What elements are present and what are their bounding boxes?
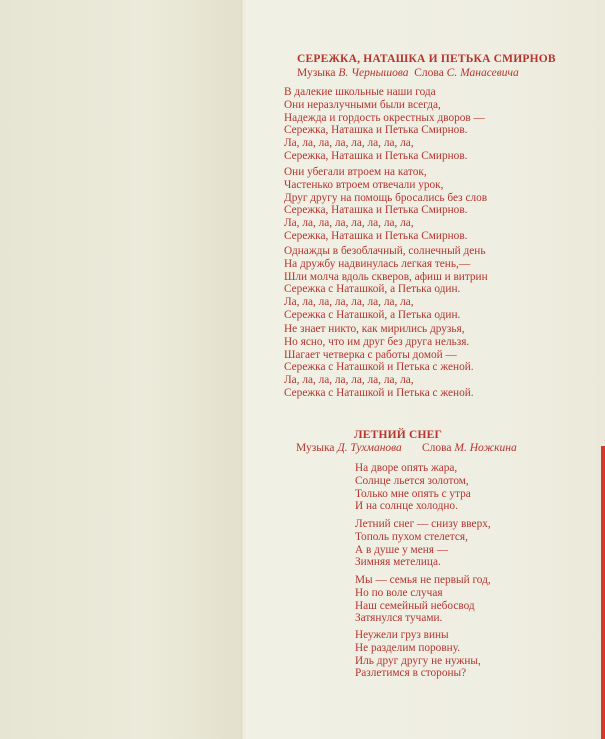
lyric-line: Шагает четверка с работы домой — [284,348,457,361]
song2-stanza-1 [355,462,471,513]
lyric-line: Они неразлучными были всегда, [284,98,441,111]
lyric-line: Не знает никто, как мирились друзья, [284,323,465,335]
lyric-line: Сережка, Наташка и Петька Смирнов. [284,124,468,137]
song2-music-label: Музыка [296,442,335,454]
lyric-line: Наш семейный небосвод [355,599,475,612]
lyric-line: Сережка с Наташкой и Петька с женой. [284,361,474,374]
song1-stanza-3 [284,245,488,322]
song2-title: ЛЕТНИЙ СНЕГ [354,429,443,441]
song2-words-author: М. Ножкина [454,442,517,454]
lyric-line: Сережка с Наташкой, а Петька один. [284,308,461,321]
song1-stanza-4 [284,323,474,400]
lyric-line: Затянулся тучами. [355,612,443,625]
song1-stanza-2 [284,166,487,243]
lyric-line: Но ясно, что им друг без друга нельзя. [284,335,470,348]
red-page-edge [601,446,605,739]
lyric-line: Солнце льется золотом, [355,474,469,487]
left-page [0,0,243,739]
lyric-line: Друг другу на помощь бросались без слов [284,191,488,204]
lyric-line: На дружбу надвинулась легкая тень,— [284,257,471,270]
lyric-line: Только мне опять с утра [355,487,471,500]
lyric-line: В далекие школьные наши года [284,86,436,98]
lyric-line: Ла, ла, ла, ла, ла, ла, ла, ла, [284,217,414,230]
song2-music-author: Д. Тухманова [337,442,402,454]
lyric-line: Сережка, Наташка и Петька Смирнов. [284,229,468,242]
lyric-line: Но по воле случая [355,586,443,599]
lyric-line: На дворе опять жара, [355,462,458,474]
song2-stanza-3 [355,574,491,625]
lyric-line: А в душе у меня — [355,543,449,556]
song1-words-author: С. Манасевича [446,67,519,79]
song1-credits [297,67,519,79]
song2-words-label: Слова [421,442,452,454]
song2-stanza-2 [355,518,491,569]
lyric-line: Надежда и гордость окрестных дворов — [284,111,485,124]
lyric-line: Сережка, Наташка и Петька Смирнов. [284,149,468,162]
lyric-line: Неужели груз вины [355,629,449,641]
lyric-line: Тополь пухом стелется, [355,530,468,543]
song2-credits [296,442,517,454]
lyric-line: Сережка, Наташка и Петька Смирнов. [284,204,468,217]
lyric-line: Мы — семья не первый год, [355,574,491,586]
song1-music-label: Музыка [297,67,336,79]
lyric-line: Ла, ла, ла, ла, ла, ла, ла, ла, [284,296,414,309]
lyric-line: Они убегали втроем на каток, [284,166,427,178]
song1-title: СЕРЕЖКА, НАТАШКА И ПЕТЬКА СМИРНОВ [297,53,556,65]
lyric-line: Частенько втроем отвечали урок, [284,178,444,191]
song1-words-label: Слова [414,67,444,79]
lyric-line: Сережка с Наташкой, а Петька один. [284,283,461,296]
lyric-line: Шли молча вдоль скверов, афиш и витрин [284,270,488,283]
lyric-line: Ла, ла, ла, ла, ла, ла, ла, ла, [284,137,414,150]
song1-stanza-1 [284,86,485,163]
lyric-line: Зимняя метелица. [355,556,441,569]
lyric-line: Иль друг другу не нужны, [355,654,481,667]
lyric-line: Разлетимся в стороны? [355,667,467,680]
song2-stanza-4 [355,629,481,680]
lyric-line: Ла, ла, ла, ла, ла, ла, ла, ла, [284,374,414,387]
lyric-line: Однажды в безоблачный, солнечный день [284,245,486,257]
lyric-line: Летний снег — снизу вверх, [355,518,491,530]
song1-music-author: В. Чернышова [338,67,409,79]
lyric-line: Сережка с Наташкой и Петька с женой. [284,386,474,399]
lyric-line: И на солнце холодно. [355,500,458,513]
lyric-line: Не разделим поровну. [355,641,461,654]
